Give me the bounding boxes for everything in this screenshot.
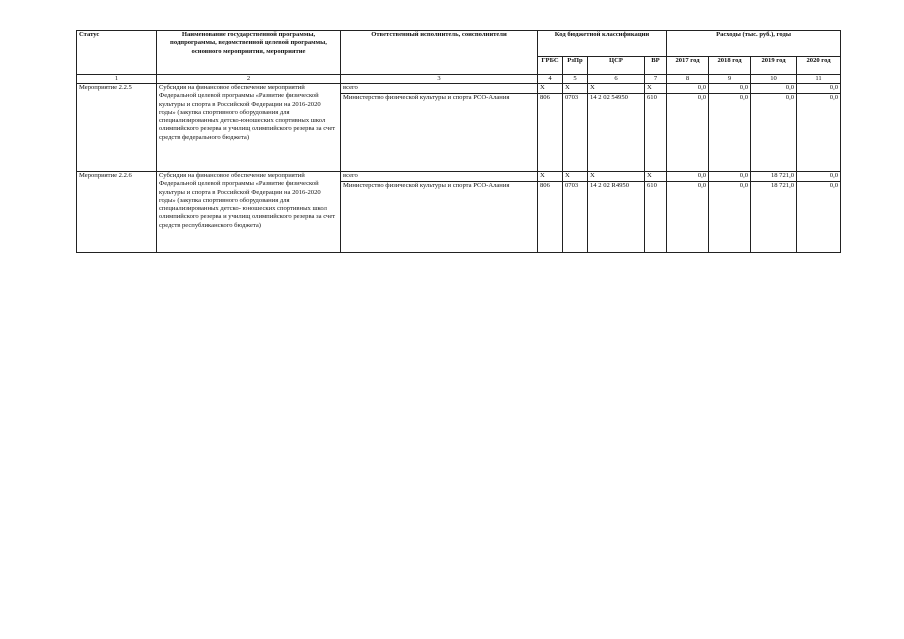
measure-name-text: Субсидия на финансовое обеспечение мероприятий Федеральной целевой программы «Развитие физической культуры и спорта в Российской Федерации на 2016-2020 годы» (закупка спортивного оборудования для специализированных детско- юношеских спортивных школ олимпийского резерва и училищ олимпийского резерва за счет средств республиканского бюджета) [159, 172, 336, 229]
expense-2017-cell: 0,0 [667, 172, 709, 182]
header-kbk: Код бюджетной классификации [538, 31, 667, 57]
measure-name-cell [157, 172, 341, 253]
executor-cell: Министерство физической культуры и спорта РСО-Алания [341, 182, 538, 253]
vr-cell: Х [645, 172, 667, 182]
header-expenses: Расходы (тыс. руб.), годы [667, 31, 841, 57]
rzpr-cell: Х [563, 84, 588, 94]
table-row [77, 84, 841, 94]
expense-2018-cell: 0,0 [709, 94, 751, 172]
header-2019: 2019 год [751, 57, 797, 75]
header-2017: 2017 год [667, 57, 709, 75]
header-vr: ВР [645, 57, 667, 75]
program-budget-table [76, 30, 841, 253]
header-status: Статус [77, 31, 157, 75]
executor-cell: всего [341, 172, 538, 182]
vr-cell: 610 [645, 182, 667, 253]
rzpr-cell: 0703 [563, 182, 588, 253]
column-number: 11 [797, 75, 841, 84]
rzpr-cell: 0703 [563, 94, 588, 172]
expense-2018-cell: 0,0 [709, 182, 751, 253]
status-cell: Мероприятие 2.2.6 [77, 172, 157, 253]
column-number: 3 [341, 75, 538, 84]
grbs-cell: Х [538, 172, 563, 182]
column-number: 2 [157, 75, 341, 84]
column-number: 8 [667, 75, 709, 84]
expense-2020-cell: 0,0 [797, 182, 841, 253]
executor-cell: Министерство физической культуры и спорта РСО-Алания [341, 94, 538, 172]
column-number: 1 [77, 75, 157, 84]
table-row [77, 172, 841, 182]
expense-2019-cell: 18 721,0 [751, 182, 797, 253]
measure-name-text: Субсидия на финансовое обеспечение мероприятий Федеральной целевой программы «Развитие физической культуры и спорта в Российской Федерации на 2016-2020 годы» (закупка спортивного оборудования для специализированных детско-юношеских спортивных школ олимпийского резерва и училищ олимпийского резерва за счет средств федерального бюджета) [159, 84, 336, 141]
expense-2017-cell: 0,0 [667, 84, 709, 94]
column-number: 4 [538, 75, 563, 84]
expense-2020-cell: 0,0 [797, 94, 841, 172]
header-csr: ЦСР [588, 57, 645, 75]
expense-2019-cell: 0,0 [751, 84, 797, 94]
vr-cell: Х [645, 84, 667, 94]
header-name: Наименование государственной программы, подпрограммы, ведомственной целевой программы, основного мероприятия, мероприятие [157, 31, 341, 75]
executor-cell: всего [341, 84, 538, 94]
grbs-cell: 806 [538, 94, 563, 172]
header-2018: 2018 год [709, 57, 751, 75]
header-executor: Ответственный исполнитель, соисполнители [341, 31, 538, 75]
column-number: 5 [563, 75, 588, 84]
expense-2017-cell: 0,0 [667, 94, 709, 172]
measure-name-cell [157, 84, 341, 172]
column-number: 6 [588, 75, 645, 84]
expense-2019-cell: 0,0 [751, 94, 797, 172]
csr-cell: Х [588, 172, 645, 182]
header-rzpr: РзПр [563, 57, 588, 75]
vr-cell: 610 [645, 94, 667, 172]
column-number: 9 [709, 75, 751, 84]
header-grbs: ГРБС [538, 57, 563, 75]
grbs-cell: Х [538, 84, 563, 94]
csr-cell: Х [588, 84, 645, 94]
column-number: 10 [751, 75, 797, 84]
rzpr-cell: Х [563, 172, 588, 182]
header-row [77, 31, 841, 57]
expense-2018-cell: 0,0 [709, 172, 751, 182]
expense-2020-cell: 0,0 [797, 84, 841, 94]
csr-cell: 14 2 02 54950 [588, 94, 645, 172]
column-number-row [77, 75, 841, 84]
csr-cell: 14 2 02 R4950 [588, 182, 645, 253]
grbs-cell: 806 [538, 182, 563, 253]
header-2020: 2020 год [797, 57, 841, 75]
column-number: 7 [645, 75, 667, 84]
expense-2018-cell: 0,0 [709, 84, 751, 94]
expense-2020-cell: 0,0 [797, 172, 841, 182]
status-cell: Мероприятие 2.2.5 [77, 84, 157, 172]
expense-2019-cell: 18 721,0 [751, 172, 797, 182]
expense-2017-cell: 0,0 [667, 182, 709, 253]
